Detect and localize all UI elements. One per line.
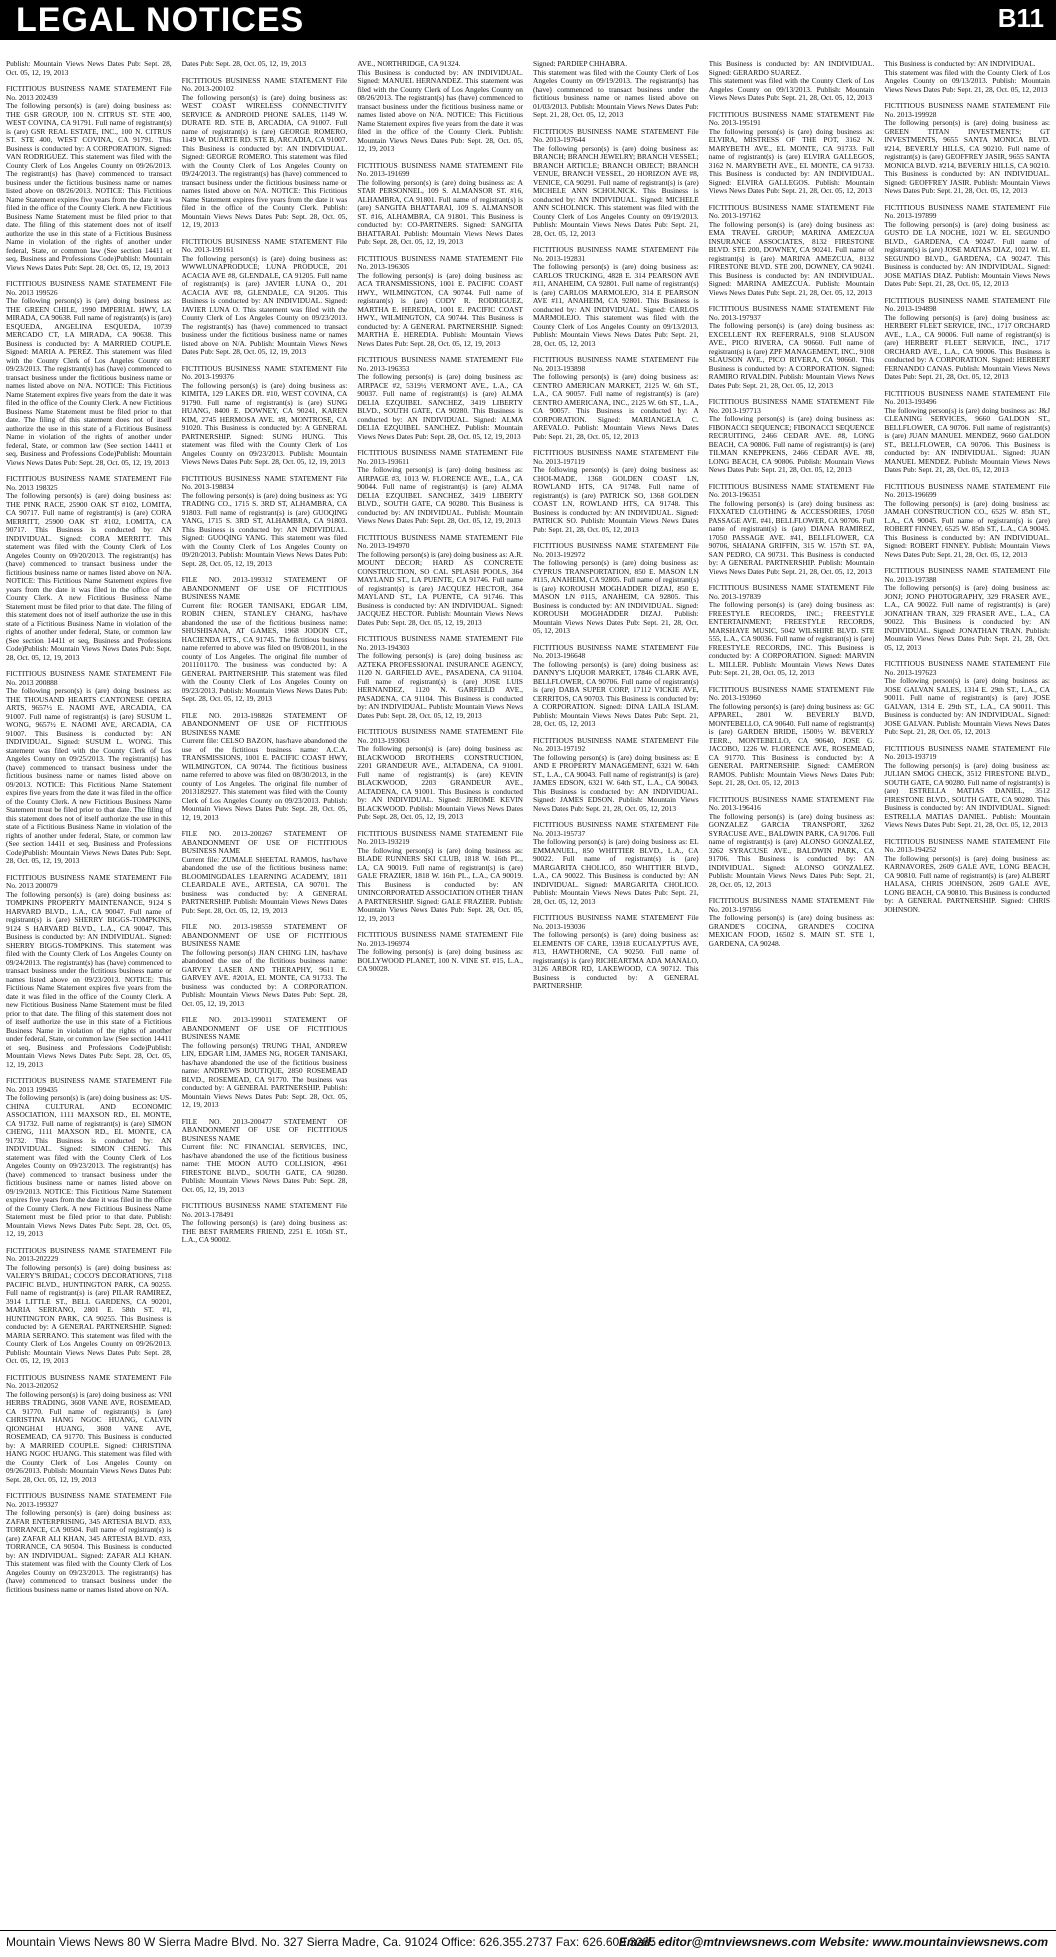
legal-notice	[6, 1247, 172, 1366]
notice-body: The following person(s) is (are) doing business as: AIRPACE #2, 5319½ VERMONT AVE., L.A., CA 90037. Full name of registrant(s) is (are) ALMA DELIA EZQUIBEL SANCHEZ, 3419 LIBERTY BLVD., SOUTH GATE, CA 90280. This Business is conducted by: AN INDIVIDUAL. Signed: ALMA DELIA EZQUIBEL SANCHEZ. Publish: Mountain Views News Dates Pub: Sept. 28, Oct. 05, 12, 19, 2013	[357, 372, 523, 441]
notice-heading: FICTITIOUS BUSINESS NAME STATEMENT File No. 2013-193219	[357, 828, 523, 846]
legal-notice	[6, 280, 172, 467]
dateline: Mountain Views News Saturday, October 12, 2013	[718, 42, 1044, 59]
notice-heading: Signed: PARDIEP CHHABRA.	[533, 60, 628, 68]
notice-heading: FICTITIOUS BUSINESS NAME STATEMENT File No. 2013-199327	[6, 1491, 172, 1509]
notice-heading: FICTITIOUS BUSINESS NAME STATEMENT File No. 2013-192831	[533, 245, 699, 263]
notice-body: The following person(s) is (are) doing business as: FREESTYLE RECORDS, INC.; FREESTYLE ENTERTAINMENT; FREESTYLE RECORDS, MARSHAYE MUSIC, 5042 WILSHIRE BLVD. STE 555, L.A., CA 90036. Full name of registrant(s) is (are) FREESTYLE RECORDS, INC. This Business is conducted by: A CORPORATION. Signed: MARVIN L. MILLER. Publish: Mountain Views News Dates Pub: Sept. 21, 28, Oct. 05, 12, 2013	[708, 600, 875, 677]
legal-notice	[884, 60, 1050, 94]
notice-body: The following person(s) is (are) doing business as: VNI HERBS TRADING, 3608 VANE AVE, ROSEMEAD, CA 91770. Full name of registrant(s) is (are) CHRISTINA HANG NGOC HUANG, CALVIN QIONGHAI HUANG, 3608 VANE AVE, ROSEMEAD, CA 91770. This Business is conducted by: A MARRIED COUPLE. Signed: CHRISTINA HANG NGOC HUANG. This statement was filed with the County Clerk of Los Angeles County on 09/26/2013. Publish: Mountain Views News Dates Pub: Sept. 28, Oct. 05, 12, 19, 2013	[6, 1389, 172, 1484]
notice-heading: FICTITIOUS BUSINESS NAME STATEMENT File No. 2013-193898	[533, 355, 699, 373]
legal-notice	[884, 204, 1050, 289]
legal-notice	[709, 584, 875, 678]
notice-body: The following person(s) is (are) doing business as: DANNY'S LIQUOR MARKET, 17846 CLARK AVE, BELLFLOWER, CA 90706. Full name of registrant(s) is (are) DABA SUPER CORP, 17112 VICKIE AVE, CERRITOS, CA 90703. This Business is conducted by: A CORPORATION. Signed: DINA LAILA ISLAM. Publish: Mountain Views News Dates Pub: Sept. 21, 28, Oct. 05, 12, 2013	[533, 659, 699, 728]
section-title: LEGAL NOTICES	[16, 1, 305, 39]
legal-notice	[533, 128, 699, 239]
legal-notice	[709, 483, 875, 577]
legal-notice	[182, 365, 348, 467]
notice-body: The following person(s) JIAN CHING LIN, has/have abandoned the use of the fictitious business name: GARVEY LASER AND THERAPHY, 9611 E. GARVEY AVE. #201A, EL MONTE, CA 91733. The business was conducted by: A CORPORATION. Publish: Mountain Views News Dates Pub: Sept. 28, Oct. 05, 12, 19, 2013	[181, 947, 348, 1008]
notice-body: The following person(s) is (are) doing business as: WEST COAST WIRELESS CONNECTIVITY SERVICE & ANDROID PHONE SALES, 1149 W. DURATE RD. STE B, ARCADIA, CA 91007. Full name of registrant(s) is (are) GEORGE ROMERO, 1149 W. DUARTE RD. STE B, ARCADIA, CA 91007. This Business is conducted by: AN INDIVIDUAL. Signed: GEORGE ROMERO. This statement was filed with the County Clerk of Los Angeles County on 09/24/2013. The registrant(s) has (have) commenced to transact business under the fictitious business name or names listed above on N/A. NOTICE: This Fictitious Name Statement expires five years from the date it was filed in the office of the County Clerk. Publish: Mountain Views News Dates Pub: Sept. 28, Oct. 05, 12, 19, 2013	[181, 92, 348, 229]
notice-body: The following person(s) is (are) doing business as: GONZALEZ GARCIA TRANSPORT, 3262 SYRACUSE AVE., BALDWIN PARK, CA 91706. Full name of registrant(s) is (are) ALONSO GONZALEZ, 3262 SYRACUSE AVE., BALDWIN PARK, CA 91706. This Business is conducted by: AN INDIVIDUAL. Signed: ALONSO GONZALEZ. Publish: Mountain Views News Dates Pub: Sept. 21, 28, Oct. 05, 12, 2013	[708, 811, 875, 889]
notice-heading: FICTITIOUS BUSINESS NAME STATEMENT File No. 2013-192972	[533, 541, 699, 559]
notice-heading: FICTITIOUS BUSINESS NAME STATEMENT File No. 2013-196648	[533, 642, 699, 660]
legal-notice	[533, 914, 699, 991]
legal-notice	[6, 670, 172, 866]
notice-body: This statement was filed with the County Clerk of Los Angeles County on 09/19/2013. The registrant(s) has (have) commenced to transact business under the fictitious business name or names listed above on 01/03/2013. Publish: Mountain Views News Dates Pub: Sept. 21, 28, Oct. 05, 12, 2013	[533, 67, 699, 119]
notice-body: The following person(s) is (are) doing business as: GC APPAREL, 2801 W. BEVERLY BLVD, MONTEBELLO, CA 90640. Full name of registrant(s) is (are) GARDEN BRIDE, 1500½ W. BEVERLY TERR., MONTEBELLO, CA 90640, JOSE G. JACOBO, 1226 W. FLORENCE AVE, ROSEMEAD, CA 91770. This Business is conducted by: A GENERAL PARTNERSHIP. Signed: CAMERON RAMOS. Publish: Mountain Views News Dates Pub: Sept. 21, 28, Oct. 05, 12, 2013	[708, 701, 875, 787]
notice-body: The following person(s) is (are) doing business as: A STAR PERSONNEL, 109 S. ALMANSOR ST. #16, ALHAMBRA, CA 91801. Full name of registrant(s) is (are) SANGITA BHATTARAI, 109 S. ALMANSOR ST. #16, ALHAMBRA, CA 91801. This Business is conducted by: CO-PARTNERS. Signed: SANGITA BHATTARAI. Publish: Mountain Views News Dates Pub: Sept. 28, Oct. 05, 12, 19, 2013	[357, 177, 523, 246]
legal-notice	[533, 821, 699, 906]
notice-body: The following person(s) is (are) doing business as: ELEMENTS OF CARE, 13918 EUCALYPTUS AVE, #13, HAWTHORNE, CA 90250. Full name of registrant(s) is (are) RICHEARTMA ADA MANALO, 3126 ARBOR RD, LAKEWOOD, CA 90712. This Business is conducted by: A GENERAL PARTNERSHIP.	[533, 930, 699, 990]
notice-body: The following person(s) is (are) doing business as: CENTRO AMERICAN MARKET, 2125 W. 6th ST., L.A., CA 90057. Full name of registrant(s) is (are) CENTRO AMERICANA, INC., 2125 W. 6th ST., L.A., CA 90057. This Business is conducted by: A CORPORATION. Signed: MARIANGELA C. AREVALO. Publish: Mountain Views News Dates Pub: Sept. 21, 28, Oct. 05, 12, 2013	[533, 372, 699, 441]
notice-body: The following person(s) is (are) doing business as: BRANCH; BRANCH JEWELRY; BRANCH VESSEL; BRANCH ARTICLE; BRANCH OBJECT; BRANCH VENUE, BRANCH VESSEL, 20 HORIZON AVE #8, VENICE, CA 90291. Full name of registrant(s) is (are) MICHELE ANN SCHOLNICK. This Business is conducted by: AN INDIVIDUAL. Signed: MICHELE ANN SCHOLNICK. This statement was filed with the County Clerk of Los Angeles County on 09/19/2013. Publish: Mountain Views News Dates Pub: Sept. 21, 28, Oct. 05, 12, 2013	[533, 143, 699, 238]
legal-notice	[182, 60, 348, 69]
notice-body: The following person(s) is (are) doing business as: FIBONACCI SEQUENCE; FIBONACCI SEQUENCE RECRUITING, 2466 CEDAR AVE. #8, LONG BEACH, CA 90806. Full name of registrant(s) is (are) TILMAN KNEPPKENS, 2466 CEDAR AVE. #8, LONG BEACH, CA 90806. Publish: Mountain Views News Dates Pub: Sept. 21, 28, Oct. 05, 12, 2013	[708, 414, 875, 474]
notice-heading: Dates Pub: Sept. 28, Oct. 05, 12, 19, 2013	[181, 60, 307, 68]
notice-heading: FICTITIOUS BUSINESS NAME STATEMENT File No. 2013-197162	[708, 202, 875, 220]
notice-body: Current file: ZUMALE SHEETAL RAMOS, has/have abandoned the use of the fictitious business name: BLOOMINGDALES LEARNING ACADEMY, 1811 CLEARDALE AVE., ARTESIA, CA 90701. The business was conducted by: A GENERAL PARTNERSHIP. Publish: Mountain Views News Dates Pub: Sept. 28, Oct. 05, 12, 19, 2013	[181, 854, 348, 915]
notice-body: The following person(s) is (are) doing business as: JONJ; JONO PHOTOGRAPHY, 329 FRASER AVE., L.A., CA 90022. Full name of registrant(s) is (are) JONATHAN TRAN, 329 FRASER AVE., L.A., CA 90022. This Business is conducted by: AN INDIVIDUAL. Signed: JONATHAN TRAN. Publish: Mountain Views News Dates Pub: Sept. 21, 28, Oct. 05, 12, 2013	[884, 583, 1050, 652]
notice-heading: FICTITIOUS BUSINESS NAME STATEMENT File No. 2013-196305	[357, 253, 523, 271]
notice-body: The following person(s) is (are) doing business as: CHOI-MADE, 1368 GOLDEN COAST LN, ROWLAND HTS, CA 91748. Full name of registrant(s) is (are) PATRICK SO, 1368 GOLDEN COAST LN, ROWLAND HTS, CA 91748. This Business is conducted by: AN INDIVIDUAL. Signed: PATRICK SO. Publish: Mountain Views News Dates Pub: Sept. 21, 28, Oct. 05, 12, 2013	[533, 465, 699, 534]
notice-heading: FICTITIOUS BUSINESS NAME STATEMENT File No. 2013-197899	[884, 202, 1050, 220]
legal-notice	[357, 356, 523, 441]
legal-notice	[884, 102, 1050, 196]
notice-heading: FICTITIOUS BUSINESS NAME STATEMENT File No. 2013-200102	[181, 75, 348, 93]
notice-heading: This Business is conducted by: AN INDIVIDUAL. Signed: GERARDO SUAREZ.	[708, 60, 875, 77]
notice-heading: FICTITIOUS BUSINESS NAME STATEMENT File No. 2013-194252	[884, 836, 1050, 854]
notice-body: The following person(s) is (are) doing business as: YG TRADING CO., 1715 S. 3RD ST, ALHAMBRA, CA 91803. Full name of registrant(s) is (are) GUOQING YANG, 1715 S. 3RD ST, ALHAMBRA, CA 91803. This Business is conducted by: AN INDIVIDUAL. Signed: GUOQING YANG. This statement was filed with the County Clerk of Los Angeles County on 09/20/2013. Publish: Mountain Views News Dates Pub: Sept. 28, Oct. 05, 12, 19, 2013	[181, 490, 348, 568]
notice-body: The following person(s) is (are) doing business as: CARLOS TRUCKING, 4828 E. 314 PEARSON AVE #11, ANAHEIM, CA 92801. Full name of registrant(s) is (are) CARLOS MARMOLEJO, 314 E PEARSON AVE #11, ANAHEIM, CA 92801. This Business is conducted by: AN INDIVIDUAL. Signed: CARLOS MARMOLEJO. This statement was filed with the County Clerk of Los Angeles County on 09/13/2013. Publish: Mountain Views News Dates Pub: Sept. 21, 28, Oct. 05, 12, 2013	[533, 262, 699, 348]
notice-column	[6, 60, 172, 1920]
notice-heading: FICTITIOUS BUSINESS NAME STATEMENT File No. 2013-193960	[708, 684, 875, 702]
notice-heading: FICTITIOUS BUSINESS NAME STATEMENT File No. 2013-196353	[357, 355, 523, 373]
legal-notice	[6, 60, 172, 77]
footer-contact: Email: editor@mtnviewsnews.com Website: www.mountainviewsnews.com	[618, 1935, 1048, 1949]
legal-notice	[182, 1016, 348, 1110]
legal-notice	[357, 635, 523, 720]
notice-heading: AVE., NORTHRIDGE, CA 91324.	[357, 60, 461, 68]
page-number: B11	[997, 3, 1044, 33]
legal-notice	[709, 60, 875, 103]
notice-body: This statement was filed with the County Clerk of Los Angeles County on 09/13/2013. Publish: Mountain Views News Dates Pub: Sept. 21, 28, Oct. 05, 12, 2013	[708, 76, 875, 102]
legal-notice	[182, 1118, 348, 1195]
notice-body: The following person(s) is (are) doing business as: VALERY'S BRIDAL; COCO'S DECORATIONS, 7118 PACIFIC BLVD., HUNTINGTON PARK, CA 90255. Full name of registrant(s) is (are) PILAR RAMIREZ, 3914 LITTLE ST., BELL GARDENS, CA 90201, MARIA SERRANO, 2801 E. 58th ST. #1, HUNTINGTON PARK, CA 90255. This Business is conducted by: A GENERAL PARTNERSHIP. Signed: MARIA SERRANO. This statement was filed with the County Clerk of Los Angeles County on 09/26/2013. Publish: Mountain Views News Dates Pub: Sept. 28, Oct. 05, 12, 19, 2013	[6, 1262, 172, 1365]
notice-body: The following person(s) is (are) doing business as: JOSE GALVAN SALES, 1314 E. 29th ST., L.A., CA 90011. Full name of registrant(s) is (are) JOSE GALVAN, 1314 E. 29th ST., L.A., CA 90011. This Business is conducted by: AN INDIVIDUAL. Signed: JOSE GALVAN. Publish: Mountain Views News Dates Pub: Sept. 21, 28, Oct. 05, 12, 2013	[884, 676, 1050, 736]
notice-heading: Publish: Mountain Views News Dates Pub: Sept. 28, Oct. 05, 12, 19, 2013	[6, 60, 172, 77]
notice-columns	[6, 60, 1050, 1920]
notice-heading: FICTITIOUS BUSINESS NAME STATEMENT File No. 2013-197937	[708, 304, 875, 322]
legal-notice	[357, 728, 523, 822]
notice-heading: FILE NO. 2013-199312 STATEMENT OF ABANDONMENT OF USE OF FICTITIOUS BUSINESS NAME	[181, 575, 348, 601]
notice-column	[533, 60, 699, 1920]
notice-body: This Business is conducted by: AN INDIVIDUAL. Signed: MANUEL HERNANDEZ. This statement was filed with the County Clerk of Los Angeles County on 08/26/2013. The registrant(s) has (have) commenced to transact business under the fictitious business name or names listed above on N/A. NOTICE: This Fictitious Name Statement expires five years from the date it was filed in the office of the County Clerk. Publish: Mountain Views News Dates Pub: Sept. 28, Oct. 05, 12, 19, 2013	[357, 67, 523, 153]
legal-notice	[709, 111, 875, 196]
legal-notice	[884, 660, 1050, 737]
legal-notice	[884, 297, 1050, 382]
notice-body: The following person(s) is (are) doing business as: THE PINK RACE, 25900 OAK ST #102, LOMITA, CA 90717. Full name of registrant(s) is (are) CORA MERRITT, 25900 OAK ST #102, LOMITA, CA 90717. This Business is conducted by: AN INDIVIDUAL. Signed: CORA MERRITT. This statement was filed with the County Clerk of Los Angeles County on 09/20/2013. The registrant(s) has (have) commenced to transact business under the fictitious business name or names listed above on N/A. NOTICE: This Fictitious Name Statement expires five years from the date it was filed in the office of the County Clerk. A new Fictitious Business Name Statement must be filed prior to that date. The filing of this statement does not of itself authorize the use in this state of a Fictitious Business Name in violation of the rights of another under federal, State, or common law (See section 14411 et seq, Business and Professions Code)Publish: Mountain Views News Dates Pub: Sept. 28, Oct. 05, 12, 19, 2013	[6, 491, 172, 662]
notice-body: Current file: ROGER TANISAKI, EDGAR LIM, ROBIN CHEN, STANLEY CHANG, has/have abandoned the use of the fictitious business name: SHUSHISANA, AT GAMES, 1968 JODON CT., HACIENDA HTS., CA 91745. The fictitious business name referred to above was filed on 09/08/2011, in the county of Los Angeles. The original file number of 2011101170. The business was conducted by: A GENERAL PARTNERSHIP. This statement was filed with the County Clerk of Los Angeles County on 09/23/2013. Publish: Mountain Views News Dates Pub: Sept. 28, Oct. 05, 12, 19, 2013	[181, 600, 348, 703]
notice-body: The following person(s) is (are) doing business as: JAMAH CONSTRUCTION CO., 6525 W. 85th ST., L.A., CA 90045. Full name of registrant(s) is (are) ROBERT FINNEY, 6525 W. 85th ST., L.A., CA 90045. This Business is conducted by: AN INDIVIDUAL. Signed: ROBERT FINNEY. Publish: Mountain Views News Dates Pub: Sept. 21, 28, Oct. 05, 12, 2013	[884, 498, 1050, 559]
legal-notice	[709, 897, 875, 948]
notice-column	[884, 60, 1050, 1920]
notice-body: Current file: CELSO BAZON, has/have abandoned the use of the fictitious business name: A.C.A. TRANSMISSIONS, 1001 E. PACIFIC COAST HWY, WILMINGTON, CA 90744. The fictitious business name referred to above was filed on 08/30/2013, in the county of Los Angeles. The original file number of 2013182927. This statement was filed with the County Clerk of Los Angeles County on 09/23/2013. Publish: Mountain Views News Dates Pub: Sept. 28, Oct. 05, 12, 19, 2013	[181, 736, 348, 822]
notice-body: The following person(s) is (are) doing business as: THE GSR GROUP, 100 N. CITRUS ST. STE 400, WEST COVINA, CA 91791. Full name of registrant(s) is (are) GSR REAL ESTATE, INC., 100 N. CITRUS ST. STE 400, WEST COVINA, CA 91791. This Business is conducted by: A CORPORATION. Signed: VAN RODRIGUEZ. This statement was filed with the County Clerk of Los Angeles County on 09/26/2013. The registrant(s) has (have) commenced to transact business under the fictitious business name or names listed above on 08/26/2013. NOTICE: This Fictitious Name Statement expires five years from the date it was filed in the office of the County Clerk. A new Fictitious Business Name Statement must be filed prior to that date. The filing of this statement does not of itself authorize the use in this state of a Fictitious Business Name in violation of the rights of another under federal, State, or common law (See section 14411 et seq, Business and Professions Code)Publish: Mountain Views News Dates Pub: Sept. 28, Oct. 05, 12, 19, 2013	[6, 101, 172, 272]
notice-heading: FICTITIOUS BUSINESS NAME STATEMENT File No. 2013-197119	[533, 448, 699, 466]
notice-heading: FICTITIOUS BUSINESS NAME STATEMENT File No. 2013-196416	[708, 794, 875, 812]
notice-heading: FILE NO. 2013-199011 STATEMENT OF ABANDONMENT OF USE OF FICTITIOUS BUSINESS NAME	[181, 1015, 348, 1041]
notice-heading: FILE NO. 2013-198559 STATEMENT OF ABANDONMENT OF USE OF FICTITIOUS BUSINESS NAME	[181, 922, 348, 948]
notice-heading: FICTITIOUS BUSINESS NAME STATEMENT File No. 2013-193611	[357, 448, 523, 466]
notice-column	[182, 60, 348, 1920]
legal-notice	[182, 830, 348, 915]
notice-body: The following person(s) is (are) doing business as: ELVIRA, MISTRESS OF THE POT, 3162 N. MARYBETH AVE., EL MONTE, CA 91733. Full name of registrant(s) is (are) ELVIRA GALLEGOS, 3162 N. MARYBETH AVE., EL MONTE, CA 91733. This Business is conducted by: AN INDIVIDUAL. Signed: ELVIRA GALLEGOS. Publish: Mountain Views News Dates Pub: Sept. 21, 28, Oct. 05, 12, 2013	[708, 126, 875, 195]
notice-heading: FICTITIOUS BUSINESS NAME STATEMENT File No. 2013 199526	[6, 279, 172, 297]
legal-notice	[884, 745, 1050, 830]
notice-body: The following person(s) is (are) doing business as: TOMPKINS PROPERTY MAINTENANCE, 9124 S HARVARD BLVD., L.A., CA 90047. Full name of registrant(s) is (are) SHERRY BIGGS-TOMPKINS, 9124 S HARVARD BLVD., L.A., CA 90047. This Business is conducted by: AN INDIVIDUAL. Signed: SHERRY BIGGS-TOMPKINS. This statement was filed with the County Clerk of Los Angeles County on 09/24/2013. The registrant(s) has (have) commenced to transact business under the fictitious business name or names listed above on 09/23/2013. NOTICE: This Fictitious Name Statement expires five years from the date it was filed in the office of the County Clerk. A new Fictitious Business Name Statement must be filed prior to that date. The filing of this statement does not of itself authorize the use in this state of a Fictitious Business Name in violation of the rights of another under federal, State, or common law (See section 14411 et seq, Business and Professions Code)Publish: Mountain Views News Dates Pub: Sept. 28, Oct. 05, 12, 19, 2013	[6, 889, 172, 1069]
notice-body: The following person(s) is (are) doing business as: KARNAVORES, 2609 GALE AVE, LONG BEACH, CA 90810. Full name of registrant(s) is (are) ALBERT HALASA, CHRIS JOHNSON, 2609 GALE AVE, LONG BEACH, CA 90810. This Business is conducted by: A GENERAL PARTNERSHIP. Signed: CHRIS JOHNSON.	[884, 853, 1050, 914]
notice-heading: FICTITIOUS BUSINESS NAME STATEMENT File No. 2013-198834	[181, 473, 348, 491]
notice-heading: FICTITIOUS BUSINESS NAME STATEMENT File No. 2013-196699	[884, 481, 1050, 499]
legal-notice	[6, 874, 172, 1070]
legal-notice	[884, 483, 1050, 560]
notice-body: The following person(s) is (are) doing business as: US-CHINA CULTURAL AND ECONOMIC ASSOCIATION, 1111 MAXSON RD., EL MONTE, CA 91732. Full name of registrant(s) is (are) SIMON CHENG, 1111 MAXSON RD., EL MONTE, CA 91732. This Business is conducted by: AN INDIVIDUAL. Signed: SIMON CHENG. This statement was filed with the County Clerk of Los Angeles County on 09/23/2013. The registrant(s) has (have) commenced to transact business under the fictitious business name or names listed above on 09/19/2013. NOTICE: This Fictitious Name Statement expires five years from the date it was filed in the office of the County Clerk. A new Fictitious Business Name Statement must be filed prior to that date. Publish: Mountain Views News Dates Pub: Sept. 28, Oct. 05, 12, 19, 2013	[6, 1093, 172, 1238]
notice-heading: FILE NO. 2013-200477 STATEMENT OF ABANDONMENT OF USE OF FICTITIOUS BUSINESS NAME	[181, 1116, 348, 1143]
legal-notice	[533, 246, 699, 348]
legal-notice	[709, 305, 875, 390]
notice-body: The following person(s) is (are) doing business as: A.R. MOUNT DECOR; HARD AS CONCRETE CONSTRUCTION, SO CAL SPLASH POOLS, 364 MAYLAND ST., LA PUENTE, CA 91746. Full name of registrant(s) is (are) JACQUEZ HECTOR, 364 MAYLAND ST., LA PUENTE, CA 91746. This Business is conducted by: AN INDIVIDUAL. Signed: JACQUEZ HECTOR. Publish: Mountain Views News Dates Pub: Sept. 28, Oct. 05, 12, 19, 2013	[357, 549, 523, 627]
legal-notice	[709, 796, 875, 890]
notice-heading: FICTITIOUS BUSINESS NAME STATEMENT File No. 2013-197856	[708, 896, 875, 914]
notice-heading: FICTITIOUS BUSINESS NAME STATEMENT File No. 2013-197623	[884, 659, 1050, 677]
notice-heading: FICTITIOUS BUSINESS NAME STATEMENT File No. 2013-197388	[884, 566, 1050, 584]
notice-heading: FICTITIOUS BUSINESS NAME STATEMENT File No. 2013 200079	[6, 872, 172, 890]
notice-body: The following person(s) is (are) doing business as: ACA TRANSMISSIONS, 1001 E. PACIFIC COAST HWY., WILMINGTON, CA 90744. Full name of registrant(s) is (are) CODY R. RODRIGUEZ, MARTHA E. HEREDIA, 1001 E. PACIFIC COAST HWY., WILMINGTON, CA 90744. This Business is conducted by: A GENERAL PARTNERSHIP. Signed: MARTHA E. HEREDIA. Publish: Mountain Views News Dates Pub: Sept. 28, Oct. 05, 12, 19, 2013	[357, 270, 523, 348]
legal-notice	[533, 449, 699, 534]
notice-body: The following person(s) is (are) doing business as: EXCELLENT RX REFERRALS, 9108 SLAUSON AVE., PICO RIVERA, CA 90660. Full name of registrant(s) is (are) ZPF MANAGEMENT, INC., 9108 SLAUSON AVE., PICO RIVERA, CA 90660. This Business is conducted by: A CORPORATION. Signed: RAMIRO RIVALDIN. Publish: Mountain Views News Dates Pub: Sept. 21, 28, Oct. 05, 12, 2013	[708, 321, 875, 390]
notice-heading: FICTITIOUS BUSINESS NAME STATEMENT File No. 2013-194303	[357, 634, 523, 652]
legal-notice	[182, 475, 348, 569]
notice-heading: FICTITIOUS BUSINESS NAME STATEMENT File No. 2013-202229	[6, 1245, 172, 1263]
notice-heading: FICTITIOUS BUSINESS NAME STATEMENT File No. 2013-194970	[357, 532, 523, 550]
notice-body: The following person(s) is (are) doing business as: JULIAN SMOG CHECK, 3512 FIRESTONE BLVD., SOUTH GATE, CA 90280. Full name of registrant(s) is (are) ESTRELLA MATIAS DANIEL, 3512 FIRESTONE BLVD., SOUTH GATE, CA 90280. This Business is conducted by: AN INDIVIDUAL. Signed: ESTRELLA MATIAS DANIEL. Publish: Mountain Views News Dates Pub: Sept. 21, 28, Oct. 05, 12, 2013	[884, 760, 1050, 829]
notice-body: This statement was filed with the County Clerk of Los Angeles County on 09/13/2013. Publish: Mountain Views News Dates Pub: Sept. 21, 28, Oct. 05, 12, 2013	[884, 67, 1050, 94]
notice-heading: FICTITIOUS BUSINESS NAME STATEMENT File No. 2013-199161	[181, 236, 348, 254]
notice-body: The following person(s) is (are) doing business as: HERBERT FLEET SERVICE, INC., 1717 ORCHARD AVE., L.A., CA 90006. Full name of registrant(s) is (are) HERBERT FLEET SERVICE, INC., 1717 ORCHARD AVE., L.A., CA 90006. This Business is conducted by: A CORPORATION. Signed: HERBERT FERNANDO CANAS. Publish: Mountain Views News Dates Pub: Sept. 21, 28, Oct. 05, 12, 2013	[884, 312, 1050, 381]
notice-body: The following person(s) is (are) doing business as: WWWLUNAPRODUCE; LUNA PRODUCE, 201 ACACIA AVE #8, GLENDALE, CA 91205. Full name of registrant(s) is (are) JAVIER LUNA O., 201 ACACIA AVE #8, GLENDALE, CA 91205. This Business is conducted by: AN INDIVIDUAL. Signed: JAVIER LUNA O. This statement was filed with the County Clerk of Los Angeles County on 09/23/2013. The registrant(s) has (have) commenced to transact business under the fictitious business name or names listed above on N/A. Publish: Mountain Views News Dates Pub: Sept. 28, Oct. 05, 12, 19, 2013	[181, 253, 348, 356]
notice-heading: FICTITIOUS BUSINESS NAME STATEMENT File No. 2013 200888	[6, 669, 172, 687]
footer-address: Mountain Views News 80 W Sierra Madre Blvd. No. 327 Sierra Madre, Ca. 91024 Office: 626.355.2737 Fax: 626.609.3285	[6, 1935, 656, 1949]
notice-heading: FILE NO. 2013-198826 STATEMENT OF ABANDONMENT OF USE OF FICTITIOUS BUSINESS NAME	[181, 710, 348, 737]
notice-body: The following person(s) is (are) doing business as: THE BEST FARMERS FRIEND, 2251 E. 105th ST., L.A., CA 90002.	[181, 1218, 348, 1244]
legal-notice	[533, 60, 699, 120]
notice-body: The following person(s) is (are) doing business as: EL EMMANUEL, 850 WHITTIER BLVD., L.A., CA 90022. Full name of registrant(s) is (are) MARGARITA CHOLICO, 850 WHITTIER BLVD., L.A., CA 90022. This Business is conducted by: AN INDIVIDUAL. Signed: MARGARITA CHOLICO. Publish: Mountain Views News Dates Pub: Sept. 21, 28, Oct. 05, 12, 2013	[533, 837, 699, 906]
legal-notice	[884, 838, 1050, 915]
notice-body: The following person(s) is (are) doing business as: EMA TRAVEL GROUP; MARINA AMEZCUA INSURANCE ASSOCIATES, 8132 FIRESTONE BLVD. STE 200, DOWNEY, CA 90241. Full name of registrant(s) is (are) MARINA AMEZCUA, 8132 FIRESTONE BLVD. STE 200, DOWNEY, CA 90241. This Business is conducted by: AN INDIVIDUAL. Signed: MARINA AMEZCUA. Publish: Mountain Views News Dates Pub: Sept. 21, 28, Oct. 05, 12, 2013	[708, 219, 875, 297]
notice-body: The following person(s) is (are) doing business as: GREEN TITAN INVESTMENTS; GT INVESTMENTS, 9655 SANTA MONICA BLVD. #214, BEVERLY HILLS, CA 90210. Full name of registrant(s) is (are) GEOFFREY JASIR, 9655 SANTA MONICA BLVD. #214, BEVERLY HILLS, CA 90210. This Business is conducted by: AN INDIVIDUAL. Signed: GEOFFREY JASIR. Publish: Mountain Views News Dates Pub: Sept. 21, 28, Oct. 05, 12, 2013	[884, 118, 1050, 195]
notice-body: The following person(s) is (are) doing business as: GRANDE'S COCINA, GRANDE'S COCINA MEXICAN FOOD, 16502 S. MAIN ST. STE 1, GARDENA, CA 90248.	[708, 913, 875, 948]
notice-heading: FICTITIOUS BUSINESS NAME STATEMENT File No. 2013-195191	[708, 109, 875, 127]
notice-heading: FICTITIOUS BUSINESS NAME STATEMENT File No. 2013-202052	[6, 1372, 172, 1390]
notice-heading: FICTITIOUS BUSINESS NAME STATEMENT File No. 2013-197192	[533, 735, 699, 753]
notice-body: The following person(s) is (are) doing business as: CYPRUS TRANSPORTATION, 850 E. MASON LN #115, ANAHEIM, CA 92805. Full name of registrant(s) is (are) KOROUSH MOGHADDER DIZAJ, 850 E. MASON LN #115, ANAHEIM, CA 92805. This Business is conducted by: AN INDIVIDUAL. Signed: KOROUSH MOGHADDER DIZAJ. Publish: Mountain Views News Dates Pub: Sept. 21, 28, Oct. 05, 12, 2013	[533, 558, 699, 635]
notice-body: The following person(s) is (are) doing business as: ZAFAR ENTERPRISING, 345 ARTESIA BLVD. #33, TORRANCE, CA 90504. Full name of registrant(s) is (are) ZAFAR ALI KHAN, 345 ARTESIA BLVD. #33, TORRANCE, CA 90504. This Business is conducted by: AN INDIVIDUAL. Signed: ZAFAR ALI KHAN. This statement was filed with the County Clerk of Los Angeles County on 09/23/2013. The registrant(s) has (have) commenced to transact business under the fictitious business name or names listed above on N/A.	[6, 1508, 172, 1594]
dateline-bar	[0, 40, 1056, 58]
notice-heading: FICTITIOUS BUSINESS NAME STATEMENT File No. 2013-191699	[357, 160, 523, 178]
notice-heading: FICTITIOUS BUSINESS NAME STATEMENT File No. 2013-178491	[181, 1201, 348, 1219]
notice-body: The following person(s) is (are) doing business as: KIMITA, 129 LAKES DR. #10, WEST COVINA, CA 91790. Full name of registrant(s) is (are) SUNG HUANG, 8400 E. DOWNEY, CA 90241, KAREN KIM, 2745 HERMOSA AVE. #8, MONTROSE, CA 91020. This Business is conducted by: A GENERAL PARTNERSHIP. Signed: SUNG HUNG. This statement was filed with the County Clerk of Los Angeles County on 09/23/2013. Publish: Mountain Views News Dates Pub: Sept. 28, Oct. 05, 12, 19, 2013	[181, 380, 348, 466]
notice-body: The following person(s) is (are) doing business as: FIXXATED CLOTHING & ACCESSORIES, 17050 PASSAGE AVE. #41, BELLFLOWER, CA 90706. Full name of registrant(s) is (are) DIANA RAMIREZ, 17050 PASSAGE AVE. #41, BELLFLOWER, CA 90706, SHAIANA GRIFFIN, 315 W. 157th ST. #A, SAN PEDRO, CA 90731. This Business is conducted by: A GENERAL PARTNERSHIP. Publish: Mountain Views News Dates Pub: Sept. 21, 28, Oct. 05, 12, 2013	[708, 498, 875, 576]
notice-body: The following person(s) is (are) doing business as: J&J CLEANING SERVICES, 9660 GALDON ST., BELLFLOWER, CA 90706. Full name of registrant(s) is (are) JUAN MANUEL MENDEZ, 9660 GALDON ST., BELLFLOWER, CA 90706. This Business is conducted by: AN INDIVIDUAL. Signed: JUAN MANUEL MENDEZ. Publish: Mountain Views News Dates Pub: Sept. 21, 28, Oct. 05, 12, 2013	[884, 405, 1050, 474]
notice-column	[357, 60, 523, 1920]
notice-heading: FICTITIOUS BUSINESS NAME STATEMENT File No. 2013 202439	[6, 84, 172, 102]
notice-body: The following person(s) is (are) doing business as: E AND E PROPERTY MANAGEMENT, 6321 W. 64th ST., L.A., CA 90043. Full name of registrant(s) is (are) JAMES EDSON, 6321 W. 64th ST., L.A., CA 90043. This Business is conducted by: AN INDIVIDUAL. Signed: JAMES EDSON. Publish: Mountain Views News Dates Pub: Sept. 21, 28, Oct. 05, 12, 2013	[533, 752, 699, 813]
notice-heading: FICTITIOUS BUSINESS NAME STATEMENT File No. 2013-193063	[357, 727, 523, 745]
legal-notice	[6, 1492, 172, 1594]
notice-heading: FICTITIOUS BUSINESS NAME STATEMENT File No. 2013-195737	[533, 820, 699, 838]
legal-notice	[182, 1202, 348, 1245]
notice-body: The following person(s) TRUNG THAI, ANDREW LIN, EDGAR LIM, JAMES NG, ROGER TANISAKI, has/have abandoned the use of the fictitious business name: ANDREWS BOUTIQUE, 2850 ROSEMEAD BLVD., ROSEMEAD, CA 91770. The business was conducted by: A GENERAL PARTNERSHIP. Publish: Mountain Views News Dates Pub: Sept. 28, Oct. 05, 12, 19, 2013	[181, 1040, 348, 1109]
legal-notice	[357, 162, 523, 247]
notice-heading: FICTITIOUS BUSINESS NAME STATEMENT File No. 2013-196351	[708, 481, 875, 499]
legal-notice	[533, 644, 699, 729]
legal-notice	[357, 255, 523, 349]
notice-heading: FICTITIOUS BUSINESS NAME STATEMENT File No. 2013-199928	[884, 101, 1050, 119]
notice-body: The following person(s) is (are) doing business as: BOLLYWOOD PLANET, 100 N. VINE ST. #15, L.A., CA 90028.	[357, 947, 523, 973]
notice-body: The following person(s) is (are) doing business as: AZTEKA PROFESSIONAL INSURANCE AGENCY, 1120 N. GARFIELD AVE., PASADENA, CA 91104. Full name of registrant(s) is (are) JOSE LUIS HERNANDEZ, 1120 N. GARFIELD AVE., PASADENA, CA 91104. This Business is conducted by: AN INDIVIDUAL. Publish: Mountain Views News Dates Pub: Sept. 28, Oct. 05, 12, 19, 2013	[357, 651, 523, 720]
legal-notice	[533, 542, 699, 636]
legal-notice	[6, 1077, 172, 1239]
legal-notice	[6, 85, 172, 272]
notice-heading: FICTITIOUS BUSINESS NAME STATEMENT File No. 2013 198325	[6, 474, 172, 492]
legal-notice	[357, 931, 523, 974]
masthead	[0, 0, 1056, 40]
legal-notice	[182, 77, 348, 230]
notice-heading: FICTITIOUS BUSINESS NAME STATEMENT File No. 2013-199376	[181, 363, 348, 381]
legal-notice	[709, 204, 875, 298]
notice-heading: FILE NO. 2013-200267 STATEMENT OF ABANDONMENT OF USE OF FICTITIOUS BUSINESS NAME	[181, 829, 348, 855]
legal-notice	[357, 830, 523, 924]
notice-heading: FICTITIOUS BUSINESS NAME STATEMENT File No. 2013 199435	[6, 1076, 172, 1094]
legal-notice	[709, 398, 875, 475]
notice-heading: FICTITIOUS BUSINESS NAME STATEMENT File No. 2013-193496	[884, 388, 1050, 406]
notice-heading: FICTITIOUS BUSINESS NAME STATEMENT File No. 2013-197839	[708, 583, 875, 601]
legal-notice	[709, 686, 875, 788]
legal-notice	[6, 1374, 172, 1485]
notice-heading: FICTITIOUS BUSINESS NAME STATEMENT File No. 2013-197713	[708, 397, 875, 415]
notice-heading: FICTITIOUS BUSINESS NAME STATEMENT File No. 2013-193719	[884, 743, 1050, 761]
legal-notice	[533, 356, 699, 441]
legal-notice	[533, 737, 699, 814]
notice-body: The following person(s) is (are) doing business as: THE GREEN CHILE, 1990 IMPERIAL HWY, LA MIRADA, CA 90638. Full name of registrant(s) is (are) ESQUEDA, ANGELINA ESQUEDA, 10739 MERCADO CT, LA MIRADA, CA 90638. This Business is conducted by: A MARRIED COUPLE. Signed: MARIA A. PEREZ. This statement was filed with the County Clerk of Los Angeles County on 09/23/2013. The registrant(s) has (have) commenced to transact business under the fictitious business name or names listed above on N/A. NOTICE: This Fictitious Name Statement expires five years from the date it was filed in the office of the County Clerk. A new Fictitious Business Name Statement must be filed prior to that date. The filing of this statement does not of itself authorize the use in this state of a Fictitious Business Name in violation of the rights of another under federal, State, or common law (See section 14411 et seq, Business and Professions Code)Publish: Mountain Views News Dates Pub: Sept. 28, Oct. 05, 12, 19, 2013	[6, 296, 172, 467]
notice-heading: FICTITIOUS BUSINESS NAME STATEMENT File No. 2013-194898	[884, 295, 1050, 313]
legal-notice	[884, 567, 1050, 652]
legal-notice	[357, 534, 523, 628]
legal-notice	[182, 238, 348, 357]
notice-body: The following person(s) is (are) doing business as: AIRPAGE #3, 1013 W. FLORENCE AVE., L.A., CA 90044. Full name of registrant(s) is (are) ALMA DELIA EZQUIBEL SANCHEZ, 3419 LIBERTY BLVD., SOUTH GATE, CA 90280. This Business is conducted by: AN INDIVIDUAL. Publish: Mountain Views News Dates Pub: Sept. 28, Oct. 05, 12, 19, 2013	[357, 465, 523, 525]
notice-heading: This Business is conducted by: AN INDIVIDUAL.	[884, 60, 1036, 68]
footer	[0, 1930, 1056, 1955]
notice-body: The following person(s) is (are) doing business as: BLADE RUNNERS SKI CLUB, 1818 W. 16th PL., LA, CA 90019. Full name of registrant(s) is (are) GALE FRAZIER, 1818 W. 16th PL., L.A., CA 90019. This Business is conducted by: AN UNINCORPORATED ASSOCIATION OTHER THAN A PARTNERSHIP. Signed: GALE FRAZIER. Publish: Mountain Views News Dates Pub: Sept. 28, Oct. 05, 12, 19, 2013	[357, 845, 523, 923]
notice-heading: FICTITIOUS BUSINESS NAME STATEMENT File No. 2013-197644	[533, 126, 699, 144]
notice-heading: FICTITIOUS BUSINESS NAME STATEMENT File No. 2013-196974	[357, 930, 523, 948]
notice-body: Current file: NC FINANCIAL SERVICES, INC, has/have abandoned the use of the fictitious business name: THE MOON AUTO COLLISION, 4961 FIRESTONE BLVD., SOUTH GATE, CA 90280. Publish: Mountain Views News Dates Pub: Sept. 28, Oct. 05, 12, 19, 2013	[181, 1142, 348, 1194]
notice-column	[709, 60, 875, 1920]
legal-notice	[357, 449, 523, 526]
legal-notice	[357, 60, 523, 154]
legal-notice	[6, 475, 172, 662]
legal-notice	[182, 923, 348, 1008]
legal-notice	[884, 390, 1050, 475]
notice-body: The following person(s) is (are) doing business as: GUSTO DE LA NOCHE, 1021 W. EL SEGUNDO BLVD., GARDENA, CA 90247. Full name of registrant(s) is (are) JOSE MATIAS DIAZ, 1021 W. EL SEGUNDO BLVD., GARDENA, CA 90247. This Business is conducted by: AN INDIVIDUAL. Signed: JOSE MATIAS DIAZ. Publish: Mountain Views News Dates Pub: Sept. 21, 28, Oct. 05, 12, 2013	[884, 219, 1050, 288]
notice-heading: FICTITIOUS BUSINESS NAME STATEMENT File No. 2013-193036	[533, 913, 699, 931]
legal-notice	[182, 712, 348, 823]
notice-body: The following person(s) is (are) doing business as: THE THOUSAND HEARTS CANTONESE OPERA ARTS, 9657½ E. NAOMI AVE, ARCADIA, CA 91007. Full name of registrant(s) is (are) SUSUM L. WONG, 9657½ E. NAOMI AVE, ARCADIA, CA 91007. This Business is conducted by: AN INDIVIDUAL. Signed: SUSUM L. WONG. This statement was filed with the County Clerk of Los Angeles County on 09/25/2013. The registrant(s) has (have) commenced to transact business under the fictitious business name or names listed above on 09/2013. NOTICE: This Fictitious Name Statement expires five years from the date it was filed in the office of the County Clerk. A new Fictitious Business Name Statement must be filed prior to that date. The filing of this statement does not of itself authorize the use in this state of a Fictitious Business Name in violation of the rights of another under federal, State, or common law (See section 14411 et seq, Business and Professions Code)Publish: Mountain Views News Dates Pub: Sept. 28, Oct. 05, 12, 19, 2013	[6, 686, 172, 865]
legal-notice	[182, 576, 348, 704]
notice-body: The following person(s) is (are) doing business as: BLACKWOOD BROTHERS CONSTRUCTION, 2201 GRANDEUR AVE., ALTADENA, CA 91001. Full name of registrant(s) is (are) KEVIN BLACKWOOD, 2203 GRANDEUR AVE., ALTADENA, CA 91001. This Business is conducted by: AN INDIVIDUAL. Signed: JEROME KEVIN BLACKWOOD. Publish: Mountain Views News Dates Pub: Sept. 28, Oct. 05, 12, 19, 2013	[357, 744, 523, 821]
